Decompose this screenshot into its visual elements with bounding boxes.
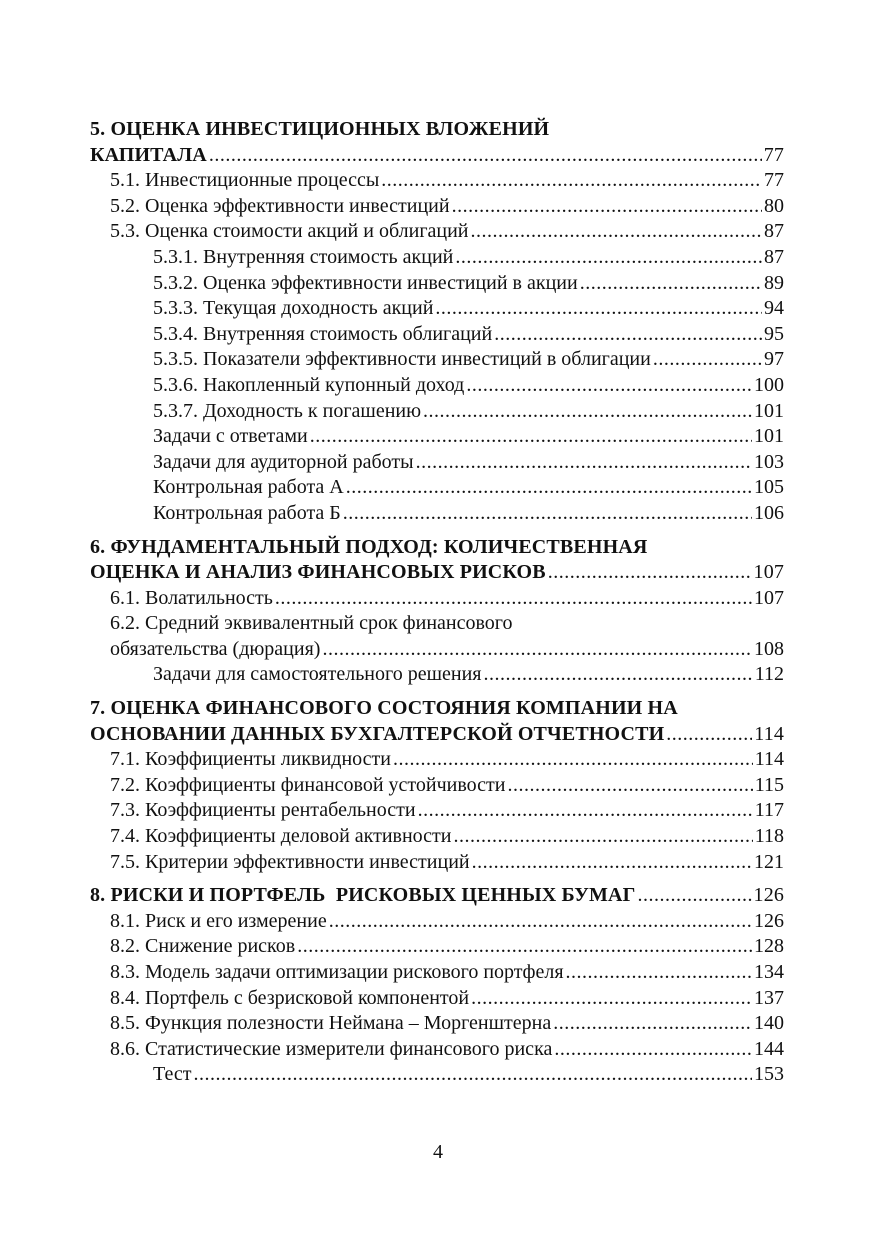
section-5-title-entry[interactable]	[90, 143, 784, 169]
dot-leader	[566, 960, 752, 986]
section-6-title-line2: ОЦЕНКА И АНАЛИЗ ФИНАНСОВЫХ РИСКОВ	[90, 561, 546, 584]
toc-entry-page: 101	[754, 425, 784, 448]
section-7-title-entry[interactable]	[90, 722, 784, 748]
toc-entry-5-3-6[interactable]	[90, 373, 784, 399]
toc-entry-8-1[interactable]	[90, 909, 784, 935]
toc-entry-6-2-line2[interactable]	[90, 637, 784, 663]
dot-leader	[343, 501, 752, 527]
toc-entry-5-3[interactable]	[90, 219, 784, 245]
dot-leader	[455, 245, 762, 271]
section-8-title: 8. РИСКИ И ПОРТФЕЛЬ РИСКОВЫХ ЦЕННЫХ БУМАГ	[90, 884, 636, 907]
toc-entry-label: 8.5. Функция полезности Неймана – Моргенштерна	[110, 1012, 552, 1035]
section-7-title-line2: ОСНОВАНИИ ДАННЫХ БУХГАЛТЕРСКОЙ ОТЧЕТНОСТИ	[90, 722, 665, 745]
toc-entry-7-1[interactable]	[90, 747, 784, 773]
section-5-title-line1: 5. ОЦЕНКА ИНВЕСТИЦИОННЫХ ВЛОЖЕНИЙ	[90, 118, 550, 140]
dot-leader	[381, 168, 762, 194]
toc-section-6	[90, 535, 784, 689]
dot-leader	[209, 143, 762, 169]
toc-entry-page: 97	[764, 348, 784, 371]
toc-entry-label: 5.3.5. Показатели эффективности инвестиций в облигации	[153, 348, 651, 371]
toc-entry-8-test[interactable]	[90, 1062, 784, 1088]
dot-leader	[435, 296, 762, 322]
dot-leader	[454, 824, 753, 850]
section-6-title-line1: 6. ФУНДАМЕНТАЛЬНЫЙ ПОДХОД: КОЛИЧЕСТВЕННАЯ	[90, 535, 648, 558]
toc-entry-label: 7.4. Коэффициенты деловой активности	[110, 825, 452, 848]
toc-entry-label: Контрольная работа Б	[153, 501, 341, 524]
section-6-title-entry[interactable]	[90, 560, 784, 586]
dot-leader	[653, 347, 762, 373]
dot-leader	[471, 219, 762, 245]
toc-entry-page: 106	[754, 501, 784, 524]
dot-leader	[418, 798, 753, 824]
dot-leader	[638, 883, 752, 909]
toc-entry-label: 6.1. Волатильность	[110, 586, 273, 609]
dot-leader	[393, 747, 753, 773]
dot-leader	[329, 909, 752, 935]
dot-leader	[275, 586, 752, 612]
toc-entry-page: 89	[764, 271, 784, 294]
toc-entry-5-3-2[interactable]	[90, 271, 784, 297]
toc-entry-5-tasks-answers[interactable]	[90, 424, 784, 450]
dot-leader	[471, 986, 752, 1012]
dot-leader	[193, 1062, 752, 1088]
toc-entry-label: 5.3. Оценка стоимости акций и облигаций	[110, 220, 469, 243]
section-7-page: 114	[754, 722, 784, 745]
toc-entry-label: 7.1. Коэффициенты ликвидности	[110, 748, 391, 771]
section-5-title-line2: КАПИТАЛА	[90, 143, 207, 166]
dot-leader	[423, 399, 752, 425]
toc-entry-5-tasks-classroom[interactable]	[90, 450, 784, 476]
toc-entry-label: 5.3.3. Текущая доходность акций	[153, 297, 434, 320]
toc-entry-page: 153	[754, 1063, 784, 1086]
toc-entry-label: 8.1. Риск и его измерение	[110, 909, 327, 932]
toc-entry-6-2-line1[interactable]: 6.2. Средний эквивалентный срок финансового	[110, 612, 513, 635]
toc-entry-page: 137	[754, 986, 784, 1009]
toc-entry-label: Контрольная работа А	[153, 476, 344, 499]
toc-entry-7-5[interactable]	[90, 850, 784, 876]
dot-leader	[310, 424, 752, 450]
page-number: 4	[433, 1141, 443, 1163]
toc-entry-6-1[interactable]	[90, 586, 784, 612]
dot-leader	[666, 722, 752, 748]
toc-entry-5-3-4[interactable]	[90, 322, 784, 348]
toc-entry-label: 7.3. Коэффициенты рентабельности	[110, 799, 416, 822]
dot-leader	[472, 850, 752, 876]
toc-entry-page: 101	[754, 399, 784, 422]
toc-entry-label: 8.2. Снижение рисков	[110, 935, 296, 958]
toc-entry-page: 80	[764, 194, 784, 217]
dot-leader	[553, 1011, 752, 1037]
toc-entry-7-3[interactable]	[90, 798, 784, 824]
toc-entry-label: 7.2. Коэффициенты финансовой устойчивости	[110, 773, 506, 796]
toc-entry-label: 8.6. Статистические измерители финансового риска	[110, 1037, 553, 1060]
dot-leader	[466, 373, 752, 399]
toc-entry-label: 7.5. Критерии эффективности инвестиций	[110, 850, 470, 873]
toc-entry-label: 8.3. Модель задачи оптимизации рискового портфеля	[110, 961, 564, 983]
toc-entry-5-test-a[interactable]	[90, 475, 784, 501]
dot-leader	[416, 450, 752, 476]
section-6-page: 107	[753, 561, 784, 584]
toc-entry-label: 5.3.4. Внутренняя стоимость облигаций	[153, 322, 493, 345]
toc-entry-page: 100	[754, 373, 784, 396]
toc-entry-page: 87	[764, 245, 784, 268]
toc-entry-7-2[interactable]	[90, 773, 784, 799]
toc-entry-label: Задачи с ответами	[153, 425, 308, 448]
toc-section-7	[90, 696, 784, 875]
toc-entry-5-3-5[interactable]	[90, 347, 784, 373]
toc-entry-page: 77	[764, 169, 784, 192]
dot-leader	[346, 475, 752, 501]
toc-entry-label: 5.2. Оценка эффективности инвестиций	[110, 194, 450, 217]
toc-entry-page: 121	[754, 850, 784, 873]
toc-entry-5-3-1[interactable]	[90, 245, 784, 271]
dot-leader	[322, 637, 752, 663]
toc-entry-page: 134	[754, 961, 784, 983]
toc-entry-page: 94	[764, 297, 784, 320]
toc-entry-5-1[interactable]	[90, 168, 784, 194]
toc-section-8	[90, 883, 784, 1088]
toc-entry-page: 105	[754, 476, 784, 499]
toc-entry-label: 5.3.1. Внутренняя стоимость акций	[153, 245, 454, 268]
section-5-page: 77	[763, 143, 784, 166]
toc-entry-page: 144	[754, 1037, 784, 1060]
toc-entry-8-4[interactable]	[90, 986, 784, 1012]
toc-entry-page: 126	[754, 909, 784, 932]
dot-leader	[580, 271, 762, 297]
toc-entry-label: 5.1. Инвестиционные процессы	[110, 169, 380, 192]
toc-entry-5-3-3[interactable]	[90, 296, 784, 322]
toc-entry-label: Задачи для самостоятельного решения	[153, 663, 482, 686]
toc-entry-8-6[interactable]	[90, 1037, 784, 1063]
section-7-title-line1: 7. ОЦЕНКА ФИНАНСОВОГО СОСТОЯНИЯ КОМПАНИИ НА	[90, 697, 678, 720]
toc-entry-label: Задачи для аудиторной работы	[153, 450, 414, 473]
toc-entry-label: обязательства (дюрация)	[110, 637, 321, 660]
toc-entry-5-3-7[interactable]	[90, 399, 784, 425]
toc-entry-5-test-b[interactable]	[90, 501, 784, 527]
dot-leader	[554, 1037, 752, 1063]
toc-entry-page: 112	[754, 663, 784, 686]
toc-entry-page: 117	[754, 799, 784, 822]
toc-entry-page: 115	[754, 773, 784, 796]
dot-leader	[494, 322, 762, 348]
toc-entry-page: 108	[754, 637, 784, 660]
toc-entry-page: 114	[754, 748, 784, 771]
toc-entry-8-3[interactable]	[90, 960, 784, 986]
toc-entry-label: 5.3.7. Доходность к погашению	[153, 399, 422, 422]
toc-section-5	[90, 117, 784, 527]
toc-entry-page: 103	[754, 450, 784, 473]
toc-entry-5-2[interactable]	[90, 194, 784, 220]
toc-entry-label: 8.4. Портфель с безрисковой компонентой	[110, 986, 470, 1009]
toc-entry-page: 107	[754, 586, 784, 609]
toc-entry-label: 5.3.6. Накопленный купонный доход	[153, 373, 465, 396]
table-of-contents	[90, 117, 784, 1088]
dot-leader	[508, 773, 753, 799]
dot-leader	[548, 560, 752, 586]
dot-leader	[452, 194, 762, 220]
toc-entry-6-tasks-self[interactable]	[90, 662, 784, 688]
toc-entry-page: 95	[764, 322, 784, 345]
toc-entry-page: 140	[754, 1012, 784, 1035]
toc-entry-8-2[interactable]	[90, 934, 784, 960]
toc-entry-8-5[interactable]	[90, 1011, 784, 1037]
dot-leader	[483, 662, 752, 688]
section-8-title-entry[interactable]	[90, 883, 784, 909]
toc-entry-label: Тест	[153, 1063, 192, 1086]
section-8-page: 126	[753, 884, 784, 907]
toc-entry-page: 118	[754, 825, 784, 848]
dot-leader	[297, 934, 752, 960]
toc-entry-7-4[interactable]	[90, 824, 784, 850]
toc-entry-page: 87	[764, 220, 784, 243]
toc-entry-page: 128	[754, 935, 784, 958]
toc-entry-label: 5.3.2. Оценка эффективности инвестиций в акции	[153, 271, 578, 294]
